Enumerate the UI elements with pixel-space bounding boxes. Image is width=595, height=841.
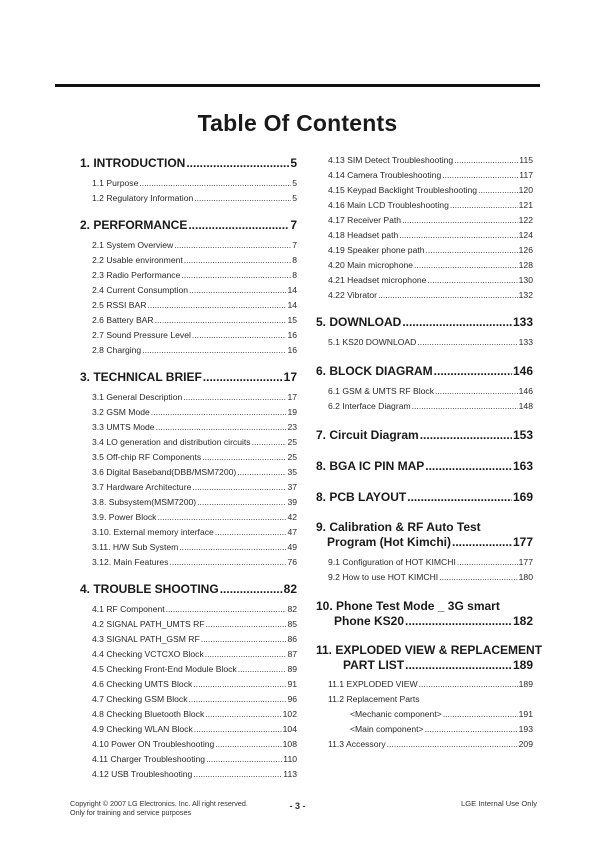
toc-item-page: 8 (292, 270, 297, 280)
toc-item-page: 115 (519, 155, 533, 165)
dot-leader (417, 335, 517, 350)
toc-item-title: 4.12 USB Troubleshooting (92, 769, 193, 779)
toc-item-title: 4.8 Checking Bluetooth Block (92, 709, 205, 719)
toc-item[interactable] (80, 540, 297, 555)
toc-item-title: 4.15 Keypad Backlight Troubleshooting (328, 185, 478, 195)
toc-item[interactable] (80, 450, 297, 465)
toc-item-title: 4.7 Checking GSM Block (92, 694, 188, 704)
toc-item[interactable] (316, 273, 533, 288)
toc-item[interactable] (316, 555, 533, 570)
dot-leader (450, 198, 518, 213)
toc-item[interactable] (80, 602, 297, 617)
toc-item-title: 4.13 SIM Detect Troubleshooting (328, 155, 454, 165)
dot-leader (193, 767, 282, 782)
toc-item-title: 4.4 Checking VCTCXO Block (92, 649, 204, 659)
toc-item-page: 25 (287, 452, 297, 462)
toc-item[interactable] (80, 268, 297, 283)
toc-item-page: 82 (287, 604, 297, 614)
dot-leader (156, 420, 287, 435)
toc-item[interactable] (80, 238, 297, 253)
toc-item-page: 15 (287, 315, 297, 325)
toc-item-title: 4.5 Checking Front-End Module Block (92, 664, 237, 674)
toc-item-title: 2.6 Battery BAR (92, 315, 154, 325)
toc-item-title: 3.9. Power Block (92, 512, 157, 522)
toc-section-exploded-line1[interactable]: 11. EXPLODED VIEW & REPLACEMENT (316, 643, 543, 657)
toc-item-title: 9.2 How to use HOT KIMCHI (328, 572, 439, 582)
toc-item-page: 104 (282, 724, 297, 734)
toc-item[interactable] (80, 313, 297, 328)
toc-section-performance[interactable]: 2. PERFORMANCE ..... 7 (80, 218, 297, 233)
toc-item-replacement-parts[interactable]: 11.2 Replacement Parts (328, 694, 420, 704)
toc-item-page: 132 (518, 290, 533, 300)
toc-item-title: 4.2 SIGNAL PATH_UMTS RF (92, 619, 205, 629)
toc-item[interactable] (80, 465, 297, 480)
toc-item-title: 4.9 Checking WLAN Block (92, 724, 193, 734)
toc-item-title: 2.7 Sound Pressure Level (92, 330, 191, 340)
toc-item-title: 1.1 Purpose (92, 178, 139, 188)
toc-item-page: 37 (287, 482, 297, 492)
toc-item-page: 180 (518, 572, 533, 582)
toc-item[interactable] (80, 662, 297, 677)
toc-item-title: 9.1 Configuration of HOT KIMCHI (328, 557, 456, 567)
toc-item[interactable] (316, 153, 533, 168)
toc-item[interactable] (316, 335, 533, 350)
toc-item-page: 47 (287, 527, 297, 537)
dot-leader (184, 253, 291, 268)
toc-item[interactable] (80, 767, 297, 782)
dot-leader (174, 238, 291, 253)
dot-leader (205, 647, 287, 662)
dot-leader (457, 555, 518, 570)
toc-item-page: 133 (518, 337, 533, 347)
dot-leader (414, 258, 518, 273)
toc-item-page: 146 (518, 386, 533, 396)
toc-item-page: 113 (283, 769, 297, 779)
dot-leader (237, 465, 286, 480)
toc-item-title: 4.16 Main LCD Troubleshooting (328, 200, 449, 210)
toc-subsection-list (316, 153, 533, 303)
toc-item[interactable] (80, 191, 297, 206)
toc-item[interactable] (80, 752, 297, 767)
dot-leader (206, 617, 287, 632)
toc-item-page: 39 (287, 497, 297, 507)
dot-leader (147, 298, 286, 313)
toc-section-block-diagram[interactable]: 6. BLOCK DIAGRAM ..... 146 (316, 364, 533, 379)
toc-item-title: 3.12. Main Features (92, 557, 169, 567)
toc-item-page: 177 (518, 557, 533, 567)
dot-leader (157, 510, 286, 525)
dot-leader (205, 707, 281, 722)
dot-leader (202, 450, 286, 465)
toc-section-circuit-diagram[interactable]: 7. Circuit Diagram ..... 153 (316, 428, 533, 443)
dot-leader (419, 677, 518, 692)
toc-item-page: 126 (518, 245, 533, 255)
toc-item[interactable] (80, 253, 297, 268)
toc-subsection-list (316, 555, 533, 585)
footer-internal-use: LGE Internal Use Only (461, 799, 537, 808)
toc-section-exploded-view[interactable]: PART LIST ..... 189 (316, 658, 533, 673)
toc-item-title: 2.5 RSSI BAR (92, 300, 147, 310)
toc-item-page: 85 (287, 619, 297, 629)
toc-item[interactable] (316, 198, 533, 213)
toc-item-page: 130 (518, 275, 533, 285)
toc-subsection-list (80, 176, 297, 206)
toc-item[interactable] (80, 722, 297, 737)
toc-item[interactable] (80, 737, 297, 752)
dot-leader (412, 399, 518, 414)
toc-section-phone-test[interactable]: Phone KS20 ..... 182 (316, 614, 533, 629)
dot-leader (181, 268, 291, 283)
dot-leader (155, 313, 287, 328)
dot-leader (252, 435, 287, 450)
toc-item-page: 108 (282, 739, 297, 749)
toc-item[interactable] (80, 510, 297, 525)
toc-item-title: 6.2 Interface Diagram (328, 401, 411, 411)
toc-item[interactable] (80, 405, 297, 420)
toc-item-page: 42 (287, 512, 297, 522)
toc-item[interactable] (80, 420, 297, 435)
toc-item-title: 4.10 Power ON Troubleshooting (92, 739, 215, 749)
toc-item-title: 3.4 LO generation and distribution circuits (92, 437, 251, 447)
toc-item-title: 2.4 Current Consumption (92, 285, 189, 295)
toc-item-title: 3.2 GSM Mode (92, 407, 150, 417)
toc-item-title: 4.11 Charger Troubleshooting (92, 754, 206, 764)
toc-section-pcb-layout[interactable]: 8. PCB LAYOUT ..... 169 (316, 490, 533, 505)
dot-leader (183, 390, 286, 405)
toc-item-page: 35 (287, 467, 297, 477)
dot-leader (197, 495, 286, 510)
dot-leader (194, 722, 282, 737)
dot-leader (215, 737, 281, 752)
toc-item-page: 89 (287, 664, 297, 674)
toc-section-calibration[interactable]: Program (Hot Kimchi) ..... 177 (316, 535, 533, 550)
toc-column-right (316, 155, 543, 752)
toc-item[interactable] (80, 525, 297, 540)
toc-item-page: 120 (518, 185, 533, 195)
toc-item[interactable] (80, 328, 297, 343)
dot-leader (193, 677, 286, 692)
dot-leader (166, 602, 287, 617)
toc-item-title: 4.6 Checking UMTS Block (92, 679, 193, 689)
dot-leader (192, 328, 287, 343)
dot-leader (192, 480, 286, 495)
toc-item-page: 121 (518, 200, 533, 210)
dot-leader (442, 168, 518, 183)
toc-item-page: 23 (287, 422, 297, 432)
toc-section-calibration-line1[interactable]: 9. Calibration & RF Auto Test (316, 520, 481, 534)
toc-item-page: 16 (287, 330, 297, 340)
toc-item-page: 14 (287, 300, 297, 310)
toc-item[interactable] (316, 288, 533, 303)
toc-item-page: 14 (287, 285, 297, 295)
toc-item[interactable] (80, 677, 297, 692)
toc-item-title: 4.22 Vibrator (328, 290, 378, 300)
dot-leader (169, 555, 286, 570)
dot-leader (399, 228, 517, 243)
toc-item[interactable] (316, 243, 533, 258)
toc-item-page: 19 (287, 407, 297, 417)
toc-item-title: 4.20 Main microphone (328, 260, 414, 270)
toc-item-title: 4.18 Headset path (328, 230, 399, 240)
footer-copyright: Copyright © 2007 LG Electronics. Inc. All right reserved. Only for training and service purposes (70, 799, 248, 817)
toc-subsection-list (316, 384, 533, 414)
toc-item[interactable] (316, 183, 533, 198)
dot-leader (439, 570, 517, 585)
toc-item-page: 7 (292, 240, 297, 250)
toc-item-page: 5 (292, 178, 297, 188)
toc-item[interactable] (80, 495, 297, 510)
page-title: Table Of Contents (197, 110, 398, 136)
toc-item[interactable] (316, 677, 533, 692)
toc-item[interactable] (80, 343, 297, 358)
dot-leader (179, 540, 286, 555)
toc-item[interactable] (316, 570, 533, 585)
toc-item-accessory[interactable]: 11.3 Accessory ..... 209 (316, 737, 533, 752)
toc-item-title: 6.1 GSM & UMTS RF Block (328, 386, 435, 396)
toc-item[interactable] (80, 707, 297, 722)
dot-leader (142, 343, 286, 358)
toc-item[interactable] (80, 555, 297, 570)
toc-subsection-list (316, 335, 533, 350)
toc-subsection-list (316, 677, 533, 692)
toc-item-page: 25 (287, 437, 297, 447)
dot-leader (378, 288, 518, 303)
toc-item-page: 86 (287, 634, 297, 644)
toc-item-main-component[interactable]: <Main component> ..... 193 (316, 722, 533, 737)
toc-item[interactable] (80, 647, 297, 662)
toc-section-introduction[interactable]: 1. INTRODUCTION ..... 5 (80, 156, 297, 171)
dot-leader (189, 692, 287, 707)
toc-item[interactable] (80, 435, 297, 450)
toc-item[interactable] (80, 632, 297, 647)
footer-page-number: - 3 - (289, 801, 306, 811)
toc-item[interactable] (80, 480, 297, 495)
dot-leader (478, 183, 518, 198)
toc-item-title: 2.8 Charging (92, 345, 142, 355)
dot-leader (194, 191, 291, 206)
toc-item-title: 3.6 Digital Baseband(DBB/MSM7200) (92, 467, 237, 477)
toc-column-left (80, 156, 297, 782)
dot-leader (215, 525, 287, 540)
toc-item-page: 189 (518, 679, 533, 689)
toc-item-page: 16 (287, 345, 297, 355)
dot-leader (238, 662, 287, 677)
toc-item-title: 4.1 RF Component (92, 604, 165, 614)
toc-item-title: 4.19 Speaker phone path (328, 245, 425, 255)
toc-section-download[interactable]: 5. DOWNLOAD ..... 133 (316, 315, 533, 330)
toc-section-trouble-shooting[interactable]: 4. TROUBLE SHOOTING ..... 82 (80, 582, 297, 597)
toc-item-page: 5 (292, 193, 297, 203)
toc-item-title: 3.5 Off-chip RF Components (92, 452, 202, 462)
toc-item[interactable] (80, 617, 297, 632)
toc-item-title: 3.11. H/W Sub System (92, 542, 179, 552)
toc-item-title: 3.7 Hardware Architecture (92, 482, 192, 492)
toc-item-page: 124 (518, 230, 533, 240)
toc-subsection-list (80, 602, 297, 782)
toc-item-page: 91 (287, 679, 297, 689)
toc-item-page: 110 (283, 754, 297, 764)
toc-item[interactable] (316, 168, 533, 183)
toc-item-page: 8 (292, 255, 297, 265)
dot-leader (454, 153, 518, 168)
toc-item-page: 49 (287, 542, 297, 552)
toc-item-title: 2.1 System Overview (92, 240, 174, 250)
dot-leader (189, 283, 286, 298)
toc-item[interactable] (80, 692, 297, 707)
toc-item-page: 148 (518, 401, 533, 411)
toc-section-technical-brief[interactable]: 3. TECHNICAL BRIEF ..... 17 (80, 370, 297, 385)
toc-item-title: 4.17 Receiver Path (328, 215, 402, 225)
toc-item[interactable] (80, 390, 297, 405)
toc-section-phone-test-line1[interactable]: 10. Phone Test Mode _ 3G smart (316, 599, 500, 613)
toc-item-page: 102 (282, 709, 297, 719)
toc-item-title: 1.2 Regulatory Information (92, 193, 194, 203)
toc-item-page: 96 (287, 694, 297, 704)
dot-leader (427, 273, 517, 288)
toc-item[interactable] (80, 176, 297, 191)
toc-item[interactable] (316, 228, 533, 243)
toc-item-page: 17 (287, 392, 297, 402)
toc-item-title: 3.3 UMTS Mode (92, 422, 155, 432)
toc-item[interactable] (80, 298, 297, 313)
toc-item-title: 4.21 Headset microphone (328, 275, 427, 285)
toc-item[interactable] (316, 258, 533, 273)
dot-leader (201, 632, 287, 647)
dot-leader (435, 384, 518, 399)
toc-item-title: 2.3 Radio Performance (92, 270, 181, 280)
toc-item[interactable] (316, 399, 533, 414)
dot-leader (206, 752, 282, 767)
toc-item[interactable] (316, 213, 533, 228)
toc-subsection-list (80, 390, 297, 570)
top-rule (55, 84, 540, 87)
toc-item[interactable] (80, 283, 297, 298)
toc-subsection-list (80, 238, 297, 358)
toc-item-title: 4.3 SIGNAL PATH_GSM RF (92, 634, 200, 644)
toc-item-title: 4.14 Camera Troubleshooting (328, 170, 442, 180)
toc-item-page: 128 (518, 260, 533, 270)
toc-item-page: 122 (518, 215, 533, 225)
toc-item-title: 5.1 KS20 DOWNLOAD (328, 337, 417, 347)
toc-item-page: 76 (287, 557, 297, 567)
dot-leader (151, 405, 287, 420)
toc-item-title: 3.8. Subsystem(MSM7200) (92, 497, 197, 507)
toc-item-mechanic-component[interactable]: <Mechanic component> ..... 191 (316, 707, 533, 722)
toc-item[interactable] (316, 384, 533, 399)
toc-item-title: 3.10. External memory interface (92, 527, 214, 537)
toc-item-title: 11.1 EXPLODED VIEW (328, 679, 418, 689)
toc-section-bga-pin-map[interactable]: 8. BGA IC PIN MAP ..... 163 (316, 459, 533, 474)
dot-leader (402, 213, 518, 228)
toc-item-page: 117 (519, 170, 533, 180)
toc-item-title: 2.2 Usable environment (92, 255, 183, 265)
dot-leader (139, 176, 291, 191)
toc-item-title: 3.1 General Description (92, 392, 183, 402)
dot-leader (426, 243, 518, 258)
toc-item-page: 87 (287, 649, 297, 659)
